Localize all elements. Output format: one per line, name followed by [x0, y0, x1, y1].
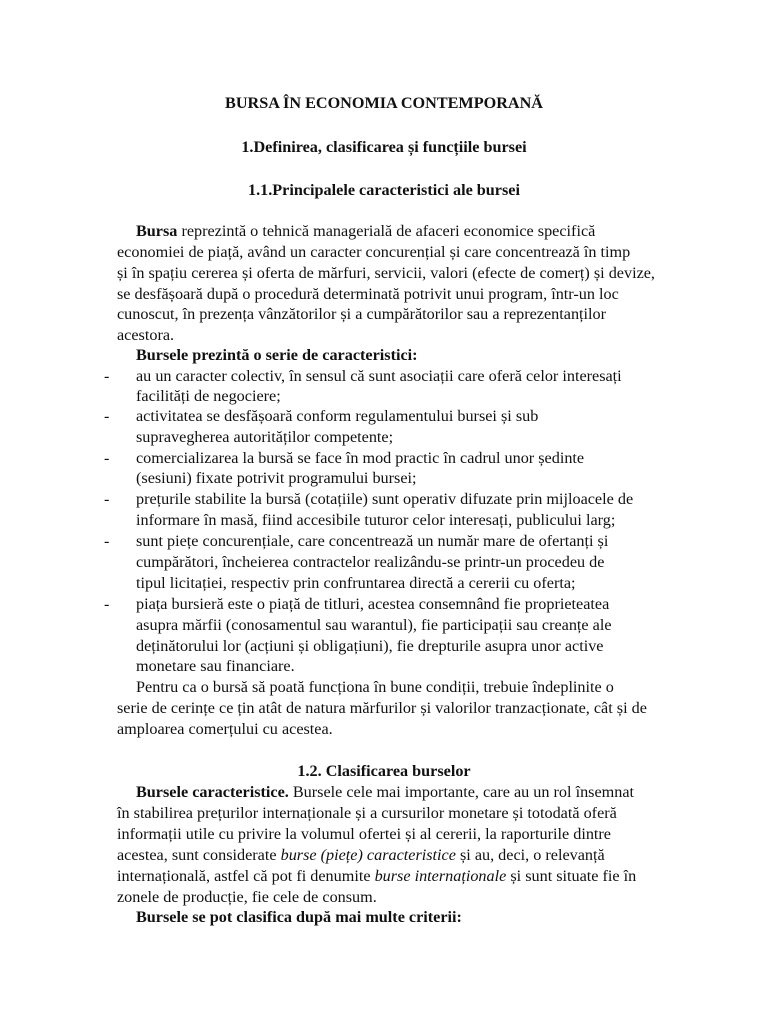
- bullet-dash: -: [104, 490, 110, 508]
- list-item-line: prețurile stabilite la bursă (cotațiile) sunt operativ difuzate prin mijloacele de: [136, 490, 634, 508]
- conditions-line-2: serie de cerințe ce țin atât de natura mărfurilor și valorilor tranzacționate, cât și de: [117, 699, 647, 717]
- bullet-dash: -: [104, 449, 110, 467]
- intro-line-4: se desfășoară după o procedură determinată potrivit unui program, într-un loc: [117, 285, 619, 303]
- classification-line-4-b: și au, deci, o relevanță: [455, 846, 605, 864]
- conditions-line-3: amploarea comerțului cu acestea.: [117, 720, 333, 738]
- list-item-line: facilități de negociere;: [136, 387, 281, 405]
- list-item-line: asupra mărfii (conosamentul sau warantul), fie participații sau creanțe ale: [136, 616, 612, 634]
- term-burse-caracteristice: burse (piețe) caracteristice: [280, 846, 456, 864]
- bullet-dash: -: [104, 532, 110, 550]
- list-item-line: au un caracter colectiv, în sensul că sunt asociații care oferă celor interesați: [136, 367, 622, 385]
- classification-line-4-a: acestea, sunt considerate: [117, 846, 281, 864]
- list-item-line: tipul licitației, respectiv prin confruntarea directă a cererii cu oferta;: [136, 574, 576, 592]
- list-item-line: activitatea se desfășoară conform regulamentului bursei și sub: [136, 407, 539, 425]
- list-item-line: supravegherea autorităților competente;: [136, 428, 394, 446]
- characteristics-heading: Bursele prezintă o serie de caracteristici:: [136, 346, 418, 364]
- intro-line-6: acestora.: [117, 326, 175, 344]
- intro-line-1-text: reprezintă o tehnică managerială de afaceri economice specifică: [177, 222, 596, 240]
- list-item-line: cumpărători, încheierea contractelor realizându-se printr-un procedeu de: [136, 553, 605, 571]
- document-title: BURSA ÎN ECONOMIA CONTEMPORANĂ: [225, 94, 543, 112]
- list-item-line: monetare sau financiare.: [136, 657, 295, 675]
- conditions-line-1: Pentru ca o bursă să poată funcționa în bune condiții, trebuie îndeplinite o: [136, 678, 614, 696]
- classification-line-1: [136, 782, 634, 802]
- classification-line-6: zonele de producție, fie cele de consum.: [117, 888, 377, 906]
- list-item-line: deținătorului lor (acțiuni și obligațiuni), fie drepturile asupra unor active: [136, 637, 604, 655]
- intro-line-3: și în spațiu cererea și oferta de mărfuri, servicii, valori (efecte de comerț) și devize,: [117, 264, 655, 282]
- list-item-line: piața bursieră este o piață de titluri, acestea consemnând fie proprieteatea: [136, 595, 610, 613]
- classification-line-3: informații utile cu privire la volumul ofertei și al cererii, la raporturile dintre: [117, 825, 611, 843]
- classification-line-5-b: și sunt situate fie în: [506, 867, 637, 885]
- classification-line-4: [117, 845, 605, 865]
- bullet-dash: -: [104, 367, 110, 385]
- list-item-line: informare în masă, fiind accesibile tuturor celor interesați, publicului larg;: [136, 511, 616, 529]
- heading-1: 1.Definirea, clasificarea și funcțiile bursei: [241, 138, 527, 156]
- term-burse-internationale: burse internaționale: [374, 867, 507, 885]
- heading-1-1: 1.1.Principalele caracteristici ale bursei: [248, 181, 520, 199]
- list-item-line: comercializarea la bursă se face în mod practic în cadrul unor ședinte: [136, 449, 585, 467]
- intro-line-5: cunoscut, în prezența vânzătorilor și a cumpărătorilor sau a reprezentanților: [117, 305, 607, 323]
- classification-line-1-text: Bursele cele mai importante, care au un rol însemnat: [288, 783, 635, 801]
- bullet-dash: -: [104, 407, 110, 425]
- term-bursele-caracteristice: Bursele caracteristice.: [136, 783, 289, 801]
- intro-line-1: [136, 221, 595, 241]
- classification-line-2: în stabilirea prețurilor internaționale și a cursurilor monetare și totodată oferă: [117, 804, 617, 822]
- list-item-line: (sesiuni) fixate potrivit programului bursei;: [136, 469, 417, 487]
- classification-line-5-a: internațională, astfel că pot fi denumite: [117, 867, 375, 885]
- bullet-dash: -: [104, 595, 110, 613]
- list-item-line: sunt piețe concurențiale, care concentrează un număr mare de ofertanți și: [136, 532, 609, 550]
- classification-line-5: [117, 866, 636, 886]
- criteria-heading: Bursele se pot clasifica după mai multe criterii:: [136, 908, 462, 926]
- intro-line-2: economiei de piață, având un caracter concurențial și care concentrează în timp: [117, 243, 631, 261]
- term-bursa: Bursa: [136, 222, 178, 240]
- heading-1-2: 1.2. Clasificarea burselor: [297, 762, 471, 780]
